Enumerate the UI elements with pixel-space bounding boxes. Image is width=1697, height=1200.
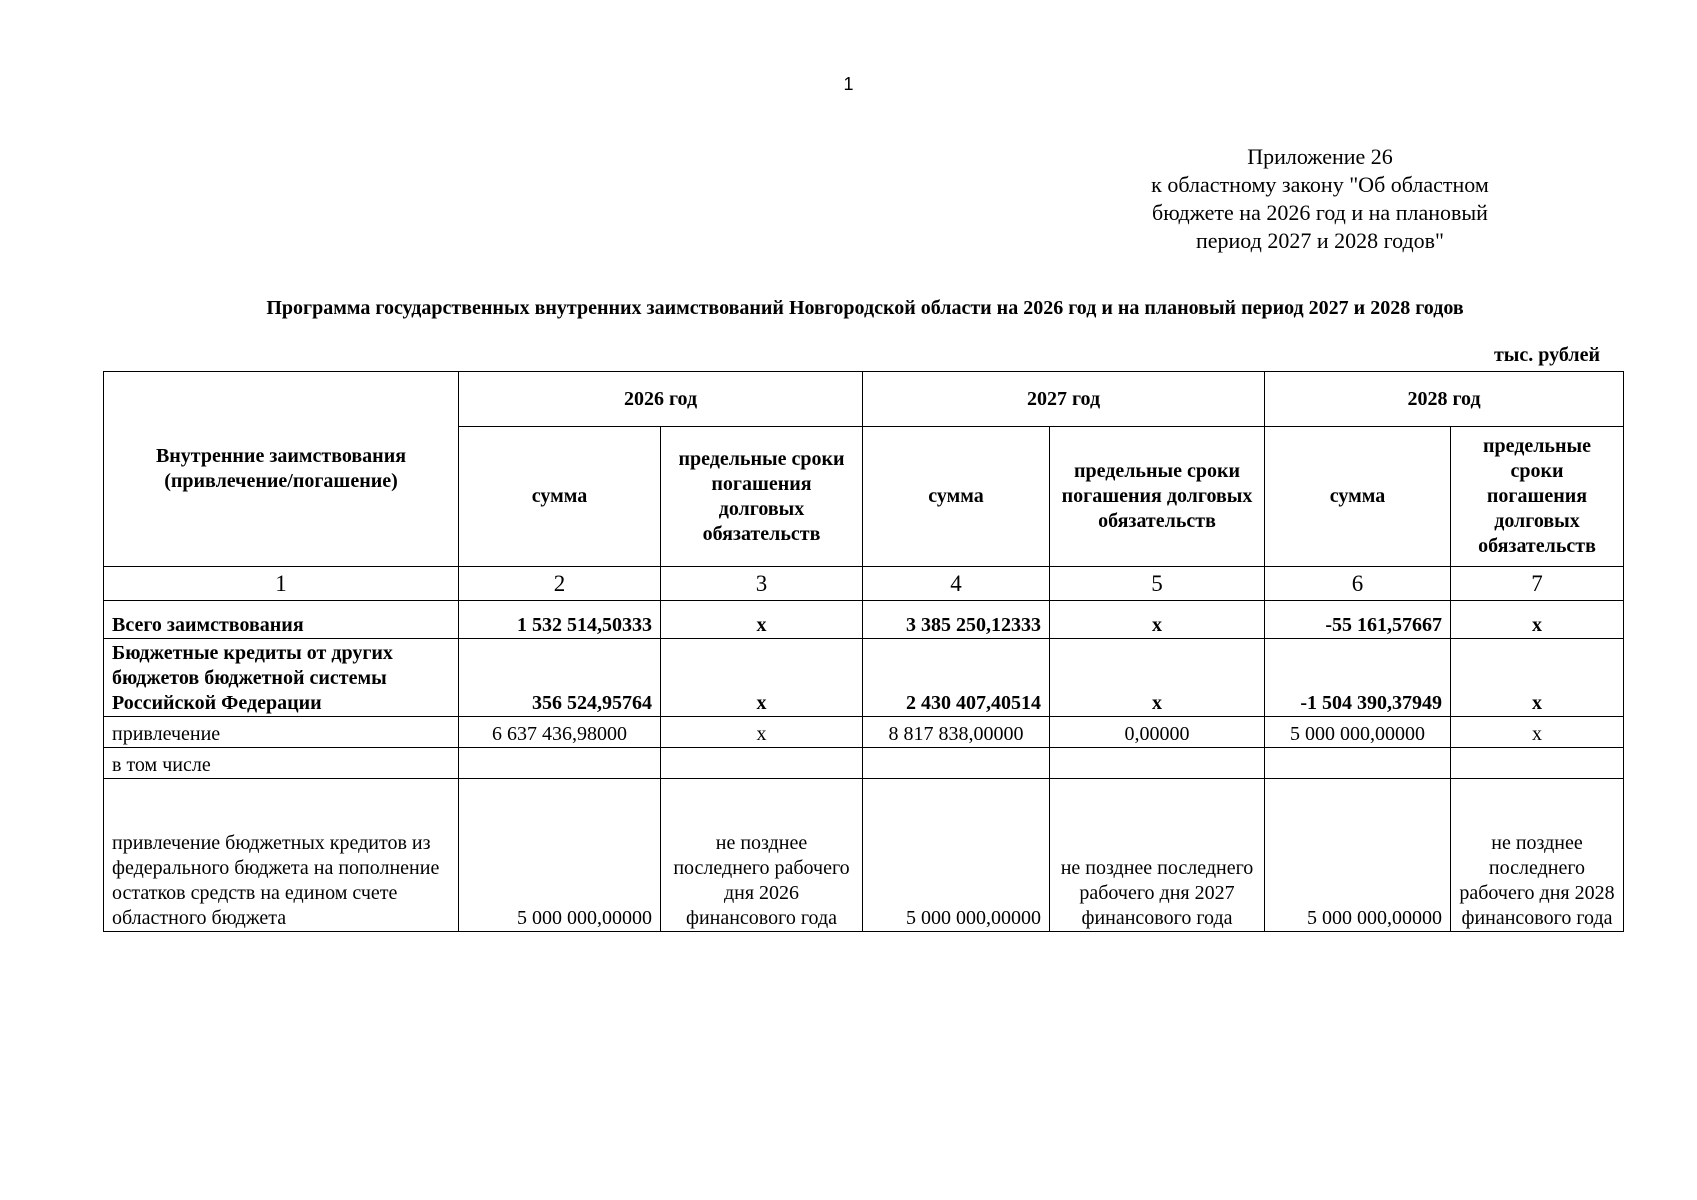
term-2027-cell: х	[1050, 639, 1265, 717]
term-2028-cell: х	[1451, 639, 1624, 717]
page-number: 1	[843, 74, 854, 94]
sum-2026-cell: 5 000 000,00000	[459, 779, 661, 932]
term-2027-cell: х	[1050, 601, 1265, 639]
empty-cell	[661, 748, 863, 779]
borrowing-program-table	[103, 371, 1624, 932]
term-header-2026: предельные сроки погашения долговых обязательств	[661, 427, 863, 567]
units-label: тыс. рублей	[1493, 344, 1600, 366]
term-2027-cell: 0,00000	[1050, 717, 1265, 748]
table-row-total-borrowings	[104, 601, 1624, 639]
row-label: привлечение	[104, 717, 459, 748]
year-header-2027: 2027 год	[863, 372, 1265, 427]
empty-cell	[1050, 748, 1265, 779]
term-header-2027: предельные сроки погашения долговых обязательств	[1050, 427, 1265, 567]
term-header-2028: предельные сроки погашения долговых обязательств	[1451, 427, 1624, 567]
sum-2028-cell: 5 000 000,00000	[1265, 779, 1451, 932]
sum-header-2027: сумма	[863, 427, 1050, 567]
empty-cell	[863, 748, 1050, 779]
column-number: 4	[863, 567, 1050, 601]
sum-2028-cell: 5 000 000,00000	[1265, 717, 1451, 748]
empty-cell	[459, 748, 661, 779]
column-number: 3	[661, 567, 863, 601]
term-2028-cell: х	[1451, 601, 1624, 639]
row-label: привлечение бюджетных кредитов из федерального бюджета на пополнение остатков средств на едином счете областного бюджета	[104, 779, 459, 932]
term-2026-cell: х	[661, 717, 863, 748]
term-2026-cell: х	[661, 639, 863, 717]
row-label: Всего заимствования	[104, 601, 459, 639]
sum-2027-cell: 2 430 407,40514	[863, 639, 1050, 717]
document-title: Программа государственных внутренних заимствований Новгородской области на 2026 год и на плановый период 2027 и 2028 годов	[266, 297, 1464, 319]
table-row-attraction	[104, 717, 1624, 748]
sum-2026-cell: 356 524,95764	[459, 639, 661, 717]
term-2028-cell: не позднее последнего рабочего дня 2028 финансового года	[1451, 779, 1624, 932]
appendix-line: к областному закону "Об областном	[1151, 172, 1489, 197]
sum-2028-cell: -1 504 390,37949	[1265, 639, 1451, 717]
appendix-reference	[1100, 143, 1540, 255]
empty-cell	[1451, 748, 1624, 779]
appendix-line: период 2027 и 2028 годов"	[1195, 228, 1445, 253]
year-header-2028: 2028 год	[1265, 372, 1624, 427]
term-2026-cell: не позднее последнего рабочего дня 2026 финансового года	[661, 779, 863, 932]
table-row-federal-credits	[104, 779, 1624, 932]
year-header-2026: 2026 год	[459, 372, 863, 427]
appendix-line: бюджете на 2026 год и на плановый	[1152, 200, 1488, 225]
column-number: 2	[459, 567, 661, 601]
row-label: в том числе	[104, 748, 459, 779]
term-2028-cell: х	[1451, 717, 1624, 748]
row-label: Бюджетные кредиты от других бюджетов бюджетной системы Российской Федерации	[104, 639, 459, 717]
column-number-row	[104, 567, 1624, 601]
term-2027-cell: не позднее последнего рабочего дня 2027 финансового года	[1050, 779, 1265, 932]
row-header-cell: Внутренние заимствования (привлечение/погашение)	[104, 372, 459, 567]
column-number: 6	[1265, 567, 1451, 601]
sum-header-2026: сумма	[459, 427, 661, 567]
table-row-including	[104, 748, 1624, 779]
column-number: 7	[1451, 567, 1624, 601]
column-number: 1	[104, 567, 459, 601]
sum-2026-cell: 6 637 436,98000	[459, 717, 661, 748]
sum-header-2028: сумма	[1265, 427, 1451, 567]
table-row-budget-credits	[104, 639, 1624, 717]
sum-2028-cell: -55 161,57667	[1265, 601, 1451, 639]
sum-2027-cell: 8 817 838,00000	[863, 717, 1050, 748]
term-2026-cell: х	[661, 601, 863, 639]
sum-2026-cell: 1 532 514,50333	[459, 601, 661, 639]
appendix-line: Приложение 26	[1247, 144, 1393, 169]
empty-cell	[1265, 748, 1451, 779]
sum-2027-cell: 3 385 250,12333	[863, 601, 1050, 639]
sum-2027-cell: 5 000 000,00000	[863, 779, 1050, 932]
column-number: 5	[1050, 567, 1265, 601]
